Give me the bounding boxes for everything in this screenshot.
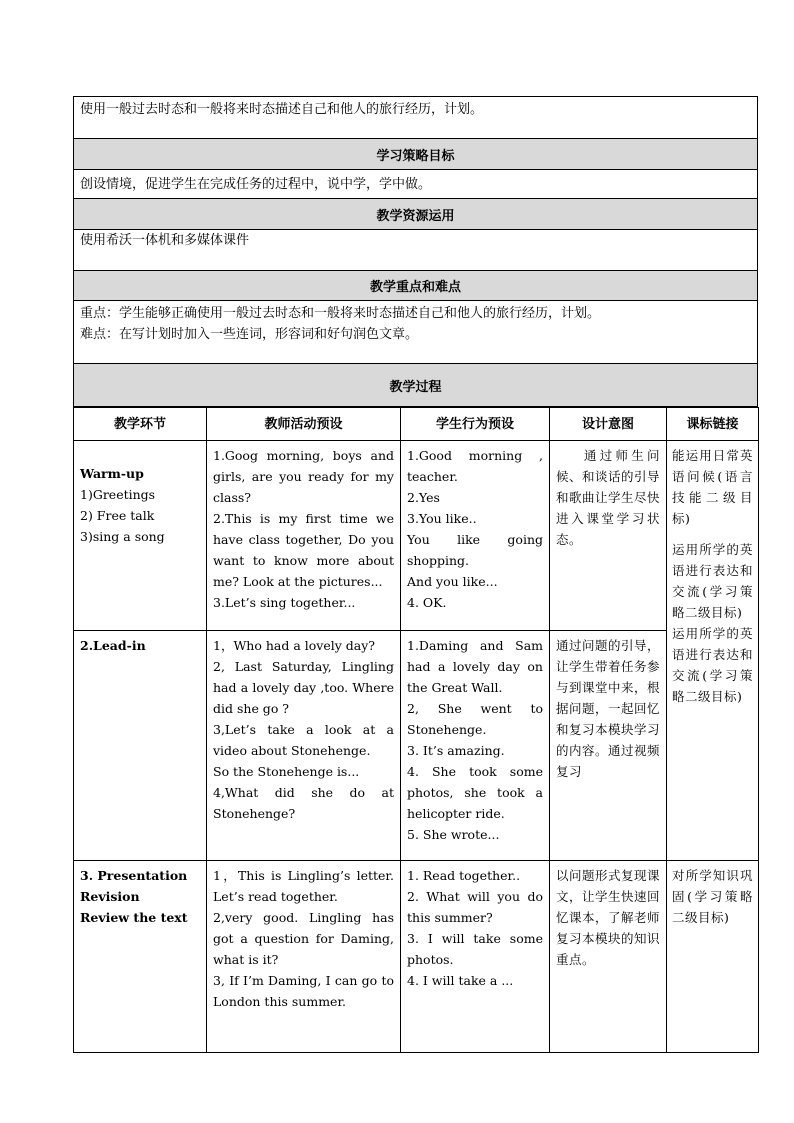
teacher-line: 3.Let’s sing together... [213,595,356,610]
key-points-block [73,301,758,364]
student-line: 2.Yes [407,490,440,505]
student-cell [401,631,550,861]
key-points-heading-text: 教学重点和难点 [369,280,461,295]
resources-heading-text: 教学资源运用 [376,208,455,224]
resources-text: 使用希沃一体机和多媒体课件 [80,233,250,248]
student-line: 3.You like.. [407,511,477,526]
student-line: 5. She wrote... [407,827,500,842]
intro-block [73,96,758,139]
strategy-heading [73,139,758,170]
student-line: 3. I will take some photos. [407,931,543,967]
teacher-cell [207,861,401,1053]
link-cell [667,861,759,1053]
lesson-plan [73,96,758,1053]
link-text: 能运用日常英语问候(语言技能二级目标) [672,448,753,526]
student-line: 1.Daming and Sam had a lovely day on the Great Wall. [407,638,543,695]
link-text: 对所学知识巩固(学习策略二级目标) [672,868,753,925]
intent-cell [550,441,667,631]
teacher-cell [207,441,401,631]
link-cell [667,441,759,861]
column-header-stage: 教学环节 [74,408,207,441]
intent-text: 通过师生问候、和谈话的引导和歌曲让学生尽快进入课堂学习状态。 [556,448,661,547]
intent-text: 通过问题的引导，让学生带着任务参与到课堂中来，根据问题，一起回忆和复习本模块学习的内容。通过视频复习 [556,638,661,779]
teacher-line: 1.Goog morning, boys and girls, are you ready for my class? [213,448,394,505]
stage-title: 2.Lead-in [80,638,146,653]
column-header-student: 学生行为预设 [401,408,550,441]
teacher-line: 2, Last Saturday, Lingling had a lovely day ,too. Where did she go ? [213,659,394,716]
link-text: 运用所学的英语进行表达和交流(学习策略二级目标) [672,626,753,704]
intent-cell [550,631,667,861]
teacher-line: 3, If I’m Daming, I can go to London this summer. [213,973,394,1009]
stage-cell [74,861,207,1053]
student-line: 1.Good morning , teacher. [407,448,543,484]
intent-text: 以问题形式复现课文，让学生快速回忆课本，了解老师复习本模块的知识重点。 [556,868,661,967]
student-cell [401,441,550,631]
student-line: 2. What will you do this summer? [407,889,543,925]
student-line: 4. OK. [407,595,447,610]
student-line: 4. She took some photos, she took a helicopter ride. [407,764,543,821]
table-row [74,441,759,631]
student-line: 2, She went to Stonehenge. [407,701,543,737]
process-table-header [74,408,759,441]
student-line: 1. Read together.. [407,868,521,883]
strategy-block [73,170,758,199]
process-heading-text: 教学过程 [389,379,442,395]
teacher-line: 2.This is my first time we have class together, Do you want to know more about me? Look at the pictures... [213,511,394,589]
table-row [74,631,759,861]
strategy-text: 创设情境，促进学生在完成任务的过程中，说中学，学中做。 [80,177,432,192]
key-points-heading [73,271,758,301]
teacher-line: So the Stonehenge is... [213,764,360,779]
key-point-line: 重点：学生能够正确使用一般过去时态和一般将来时态描述自己和他人的旅行经历，计划。 [80,306,601,321]
student-line: And you like... [407,574,498,589]
strategy-heading-text: 学习策略目标 [376,148,455,164]
teacher-line: 1，Who had a lovely day? [213,638,375,653]
resources-heading [73,199,758,230]
teacher-line: 2,very good. Lingling has got a question for Daming, what is it? [213,910,394,967]
stage-step: Review the text [80,910,188,925]
student-cell [401,861,550,1053]
teacher-cell [207,631,401,861]
process-heading [73,364,758,407]
teacher-line: 4,What did she do at Stonehenge? [213,785,394,821]
column-header-link: 课标链接 [667,408,759,441]
teacher-line: 1，This is Lingling’s letter. Let’s read together. [213,868,394,904]
stage-cell [74,441,207,631]
stage-cell [74,631,207,861]
stage-step: Revision [80,889,140,904]
student-line: 4. I will take a ... [407,973,514,988]
student-line: 3. It’s amazing. [407,743,505,758]
column-header-intent: 设计意图 [550,408,667,441]
stage-step: 1)Greetings [80,487,156,502]
student-line: You like going shopping. [407,532,543,568]
intro-text: 使用一般过去时态和一般将来时态描述自己和他人的旅行经历，计划。 [80,102,484,117]
link-text: 运用所学的英语进行表达和交流(学习策略二级目标) [672,542,753,620]
process-table [73,407,759,1053]
resources-block [73,230,758,271]
stage-title: 3. Presentation [80,868,188,883]
stage-title: Warm-up [80,466,144,481]
intent-cell [550,861,667,1053]
stage-step: 3)sing a song [80,529,165,544]
stage-step: 2) Free talk [80,508,155,523]
teacher-line: 3,Let’s take a look at a video about Stonehenge. [213,722,394,758]
column-header-teacher: 教师活动预设 [207,408,401,441]
difficulty-line: 难点：在写计划时加入一些连词，形容词和好句润色文章。 [80,327,419,342]
table-row [74,861,759,1053]
